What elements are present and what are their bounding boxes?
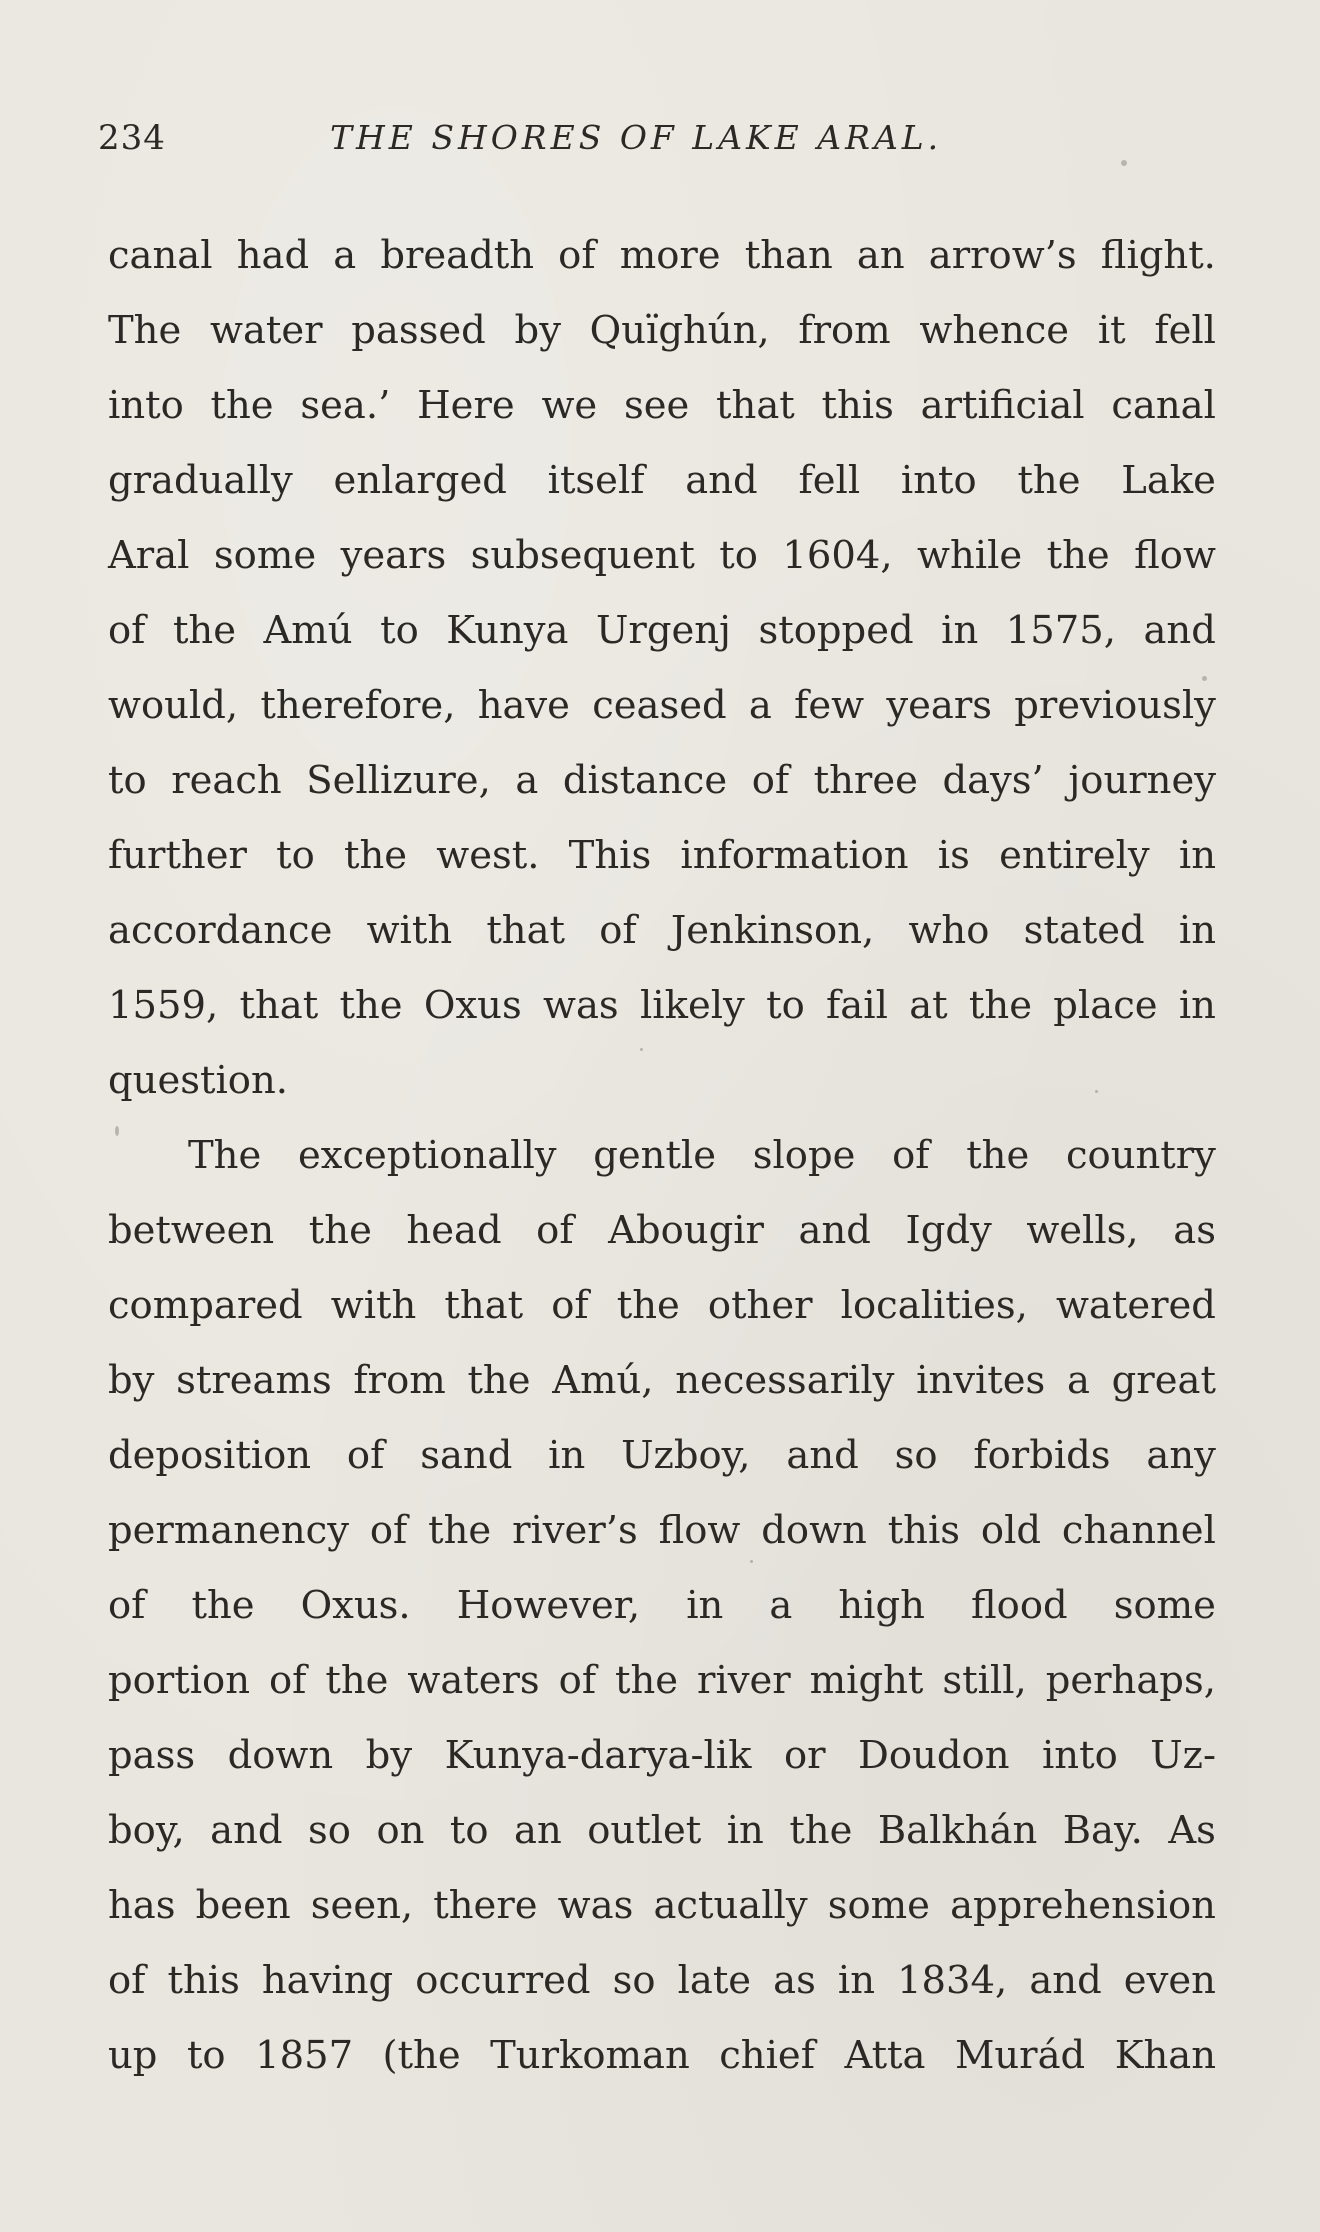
text-line: of the Oxus. However, in a high flood some	[108, 1583, 1216, 1628]
text-line: compared with that of the other localities, watered	[108, 1283, 1216, 1328]
text-line: by streams from the Amú, necessarily invites a great	[108, 1358, 1216, 1403]
text-line: boy, and so on to an outlet in the Balkhán Bay. As	[108, 1808, 1216, 1853]
text-line: between the head of Abougir and Igdy wells, as	[108, 1208, 1216, 1253]
print-speck	[115, 1126, 119, 1136]
print-speck	[1202, 676, 1207, 681]
text-line: further to the west. This information is entirely in	[108, 833, 1216, 878]
text-line: The exceptionally gentle slope of the country	[188, 1133, 1216, 1178]
text-line: The water passed by Quïghún, from whence it fell	[108, 308, 1216, 353]
text-line: question.	[108, 1058, 288, 1103]
text-line: up to 1857 (the Turkoman chief Atta Murád Khan	[108, 2033, 1216, 2078]
text-line: accordance with that of Jenkinson, who stated in	[108, 908, 1216, 953]
text-line: permanency of the river’s flow down this old channel	[108, 1508, 1216, 1553]
text-line: of the Amú to Kunya Urgenj stopped in 1575, and	[108, 608, 1216, 653]
page-number: 234	[98, 118, 166, 158]
text-line: has been seen, there was actually some apprehension	[108, 1883, 1216, 1928]
print-speck	[640, 1048, 643, 1051]
body-text	[108, 218, 1216, 2093]
text-line: 1559, that the Oxus was likely to fail at the place in	[108, 983, 1216, 1028]
text-line: Aral some years subsequent to 1604, while the flow	[108, 533, 1216, 578]
text-line: portion of the waters of the river might still, perhaps,	[108, 1658, 1216, 1703]
print-speck	[750, 1560, 753, 1563]
running-head	[98, 118, 1138, 162]
text-line: pass down by Kunya-darya-lik or Doudon into Uz-	[108, 1733, 1216, 1778]
text-line: gradually enlarged itself and fell into the Lake	[108, 458, 1216, 503]
text-line: canal had a breadth of more than an arrow’s flight.	[108, 233, 1216, 278]
text-line: into the sea.’ Here we see that this artificial canal	[108, 383, 1216, 428]
print-speck	[1121, 160, 1127, 166]
running-title: THE SHORES OF LAKE ARAL.	[330, 118, 943, 157]
text-line: deposition of sand in Uzboy, and so forbids any	[108, 1433, 1216, 1478]
text-line: to reach Sellizure, a distance of three days’ journey	[108, 758, 1216, 803]
print-speck	[1095, 1090, 1098, 1093]
text-line: would, therefore, have ceased a few years previously	[108, 683, 1216, 728]
text-line: of this having occurred so late as in 1834, and even	[108, 1958, 1216, 2003]
